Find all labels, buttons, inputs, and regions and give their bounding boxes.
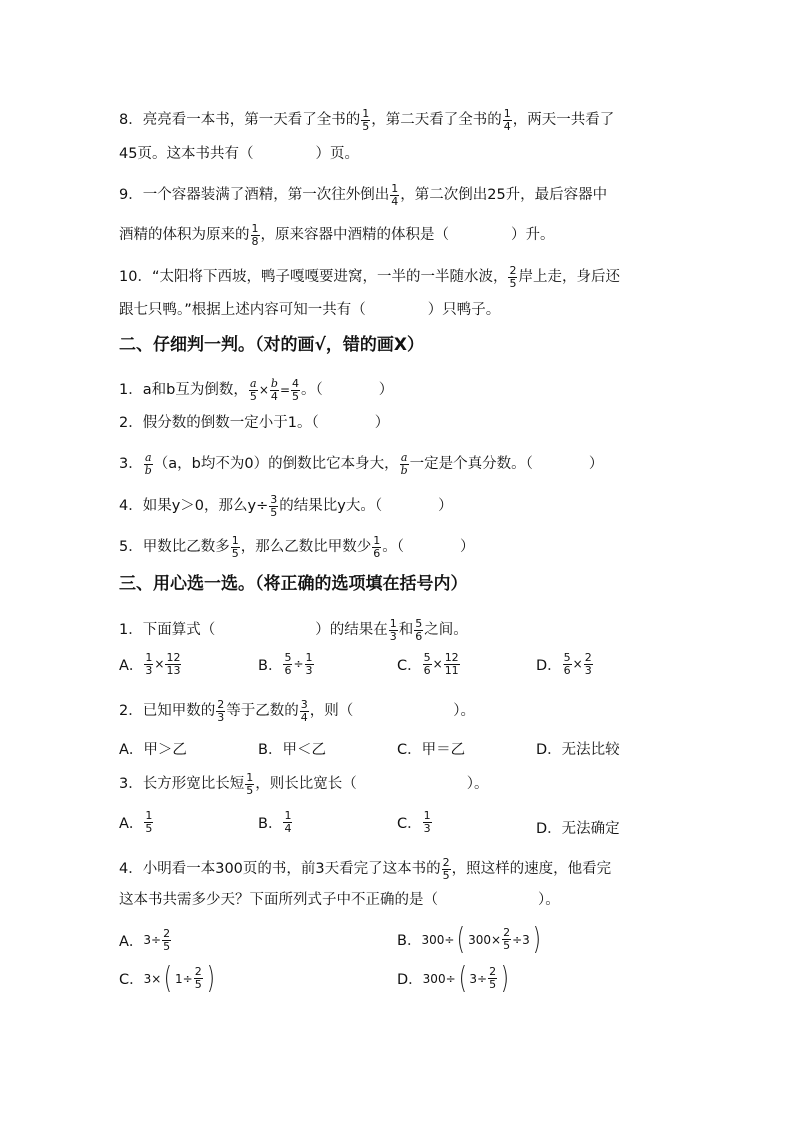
fraction: $\frac{1}{3}$: [423, 809, 431, 835]
choice-1-option-c[interactable]: C． $\frac{5}{6}$ × $\frac{12}{11}$: [397, 651, 459, 677]
fraction: $\frac{3}{4}$: [300, 698, 308, 724]
fraction: $\frac{5}{6}$: [415, 617, 423, 643]
fraction: $\frac{1}{3}$: [145, 651, 153, 677]
choice-3-option-a[interactable]: A． $\frac{1}{5}$: [119, 809, 153, 835]
choice-2-option-d[interactable]: D．无法比较: [536, 742, 620, 758]
question-9-line-2: 酒精的体积为原来的 $\frac{1}{8}$ ，原来容器中酒精的体积是（ ）升。: [119, 222, 555, 248]
fraction: $\frac{5}{6}$: [563, 651, 571, 677]
choice-4-option-d[interactable]: D． 300÷ ( 3÷ $\frac{2}{5}$ ): [397, 961, 510, 996]
fraction: $\frac{1}{4}$: [503, 107, 511, 133]
fraction: $\frac{a}{5}$: [249, 377, 257, 403]
question-8-line-1: 8．亮亮看一本书，第一天看了全书的 $\frac{1}{5}$ ，第二天看了全书的 $\frac{1}{4}$ ，两天一共看了: [119, 107, 615, 133]
fraction: $\frac{b}{4}$: [270, 377, 278, 403]
choice-2-option-c[interactable]: C．甲＝乙: [397, 742, 466, 758]
fraction: $\frac{1}{3}$: [305, 651, 313, 677]
judge-2: 2．假分数的倒数一定小于1。（ ）: [119, 415, 390, 431]
choice-2-option-b[interactable]: B．甲＜乙: [258, 742, 326, 758]
fraction: $\frac{1}{5}$: [246, 771, 254, 797]
fraction: $\frac{2}{3}$: [217, 698, 225, 724]
choice-1-option-a[interactable]: A． $\frac{1}{3}$ × $\frac{12}{13}$: [119, 651, 181, 677]
fraction: $\frac{1}{4}$: [284, 809, 292, 835]
judge-4: 4．如果y＞0，那么y÷ $\frac{3}{5}$ 的结果比y大。（ ）: [119, 493, 453, 519]
right-paren: ): [500, 961, 510, 996]
section-3-title: 三、用心选一选。（将正确的选项填在括号内）: [119, 574, 468, 594]
fraction: $\frac{3}{5}$: [270, 493, 278, 519]
left-paren: (: [457, 922, 466, 957]
right-paren: ): [206, 961, 215, 996]
right-paren: ): [532, 922, 541, 957]
question-10-line-2: 跟七只鸭。”根据上述内容可知一共有（ ）只鸭子。: [119, 302, 501, 318]
fraction: $\frac{5}{6}$: [284, 651, 292, 677]
choice-2: 2．已知甲数的 $\frac{2}{3}$ 等于乙数的 $\frac{3}{4}$ ，则（ ）。: [119, 698, 475, 724]
fraction: $\frac{2}{5}$: [503, 926, 511, 952]
fraction: $\frac{5}{6}$: [423, 651, 431, 677]
choice-3: 3．长方形宽比长短 $\frac{1}{5}$ ，则长比宽长（ ）。: [119, 771, 489, 797]
judge-5: 5．甲数比乙数多 $\frac{1}{5}$ ，那么乙数比甲数少 $\frac{1}{6}$ 。（ ）: [119, 534, 475, 560]
fraction: $\frac{2}{5}$: [194, 965, 202, 991]
fraction: $\frac{1}{4}$: [391, 182, 399, 208]
fraction: $\frac{a}{b}$: [400, 451, 408, 477]
question-10-line-1: 10．“太阳将下西坡，鸭子嘎嘎要进窝，一半的一半随水波， $\frac{2}{5}$ 岸上走，身后还: [119, 264, 620, 290]
fraction: $\frac{2}{5}$: [163, 927, 171, 953]
left-paren: (: [458, 961, 467, 996]
fraction: $\frac{1}{3}$: [389, 617, 397, 643]
section-2-title: 二、仔细判一判。（对的画√，错的画X）: [119, 335, 424, 355]
question-8-line-2: 45页。这本书共有（ ）页。: [119, 146, 359, 162]
choice-3-option-d[interactable]: D．无法确定: [536, 821, 620, 837]
choice-2-option-a[interactable]: A．甲＞乙: [119, 742, 187, 758]
choice-1: 1．下面算式（ ）的结果在 $\frac{1}{3}$ 和 $\frac{5}{6}$ 之间。: [119, 617, 468, 643]
left-paren: (: [164, 961, 173, 996]
choice-4-option-a[interactable]: A． 3÷ $\frac{2}{5}$: [119, 927, 171, 953]
judge-1: 1．a和b互为倒数， $\frac{a}{5}$ × $\frac{b}{4}$ = $\frac{4}{5}$ 。（ ）: [119, 377, 394, 403]
fraction: $\frac{1}{5}$: [362, 107, 370, 133]
judge-3: 3． $\frac{a}{b}$ （a，b均不为0）的倒数比它本身大， $\frac{a}{b}$ 一定是个真分数。（ ）: [119, 451, 604, 477]
choice-4-option-c[interactable]: C． 3× ( 1÷ $\frac{2}{5}$ ): [119, 961, 215, 996]
fraction: $\frac{1}{6}$: [373, 534, 381, 560]
choice-1-option-b[interactable]: B． $\frac{5}{6}$ ÷ $\frac{1}{3}$: [258, 651, 313, 677]
question-9-line-1: 9．一个容器装满了酒精，第一次往外倒出 $\frac{1}{4}$ ，第二次倒出25升，最后容器中: [119, 182, 608, 208]
choice-1-option-d[interactable]: D． $\frac{5}{6}$ × $\frac{2}{3}$: [536, 651, 592, 677]
fraction: $\frac{a}{b}$: [144, 451, 152, 477]
fraction: $\frac{2}{5}$: [509, 264, 517, 290]
choice-4-option-b[interactable]: B． 300÷ ( 300× $\frac{2}{5}$ ÷3 ): [397, 922, 541, 957]
fraction: $\frac{2}{5}$: [489, 965, 497, 991]
choice-4-line-2: 这本书共需多少天？下面所列式子中不正确的是（ ）。: [119, 892, 560, 908]
choice-3-option-c[interactable]: C． $\frac{1}{3}$: [397, 809, 431, 835]
fraction: $\frac{2}{3}$: [584, 651, 592, 677]
fraction: $\frac{12}{13}$: [166, 651, 181, 677]
fraction: $\frac{12}{11}$: [444, 651, 459, 677]
fraction: $\frac{4}{5}$: [292, 377, 299, 403]
choice-3-option-b[interactable]: B． $\frac{1}{4}$: [258, 809, 292, 835]
fraction: $\frac{2}{5}$: [442, 856, 450, 882]
fraction: $\frac{1}{5}$: [145, 809, 153, 835]
choice-4-line-1: 4．小明看一本300页的书，前3天看完了这本书的 $\frac{2}{5}$ ，照这样的速度，他看完: [119, 856, 612, 882]
fraction: $\frac{1}{5}$: [231, 534, 239, 560]
fraction: $\frac{1}{8}$: [251, 222, 259, 248]
